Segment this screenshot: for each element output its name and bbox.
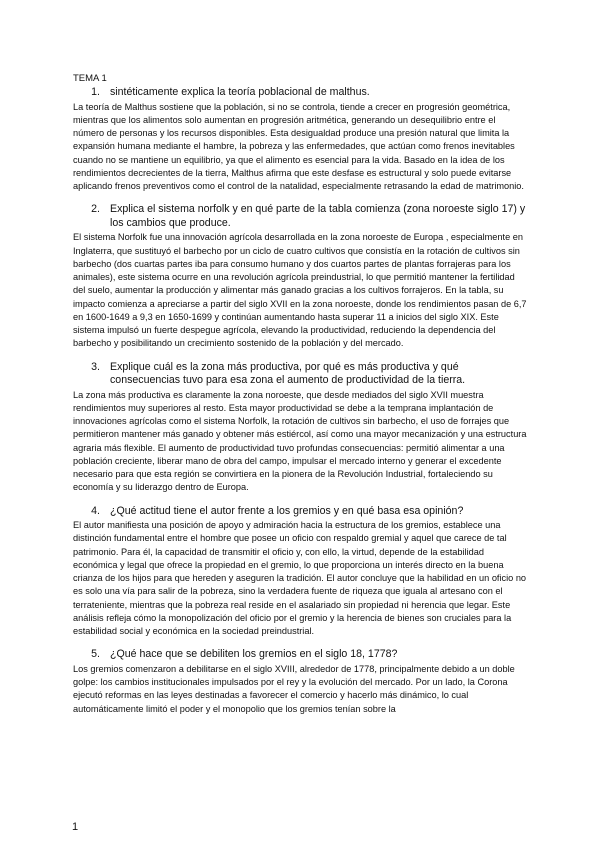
page-number: 1 bbox=[72, 821, 79, 833]
section-2 bbox=[73, 203, 527, 350]
question-heading bbox=[73, 86, 527, 100]
section-4 bbox=[73, 505, 527, 639]
question-text: Explique cuál es la zona más productiva, por qué es más productiva y qué consecuencias tuvo para esa zona el aumento de productividad de la tierra. bbox=[110, 360, 466, 386]
question-number: 3. bbox=[91, 360, 100, 373]
answer-paragraph: El autor manifiesta una posición de apoyo y admiración hacia la estructura de los gremios, establece una distinción fundamental entre el hombre que posee un oficio con respaldo gremial y aquel que carece de tal patrimonio. Para él, la capacidad de transmitir el oficio y, con ello, la virtud, depende de la estabilidad económica y legal que ofrece la propiedad en el gremio, lo que proporciona un interés directo en la buena crianza de los hijos para que hereden y aseguren la tradición. El autor concluye que la habilidad en un oficio no es solo una vía para salir de la pobreza, sino la verdadera fuente de riqueza que iguala al artesano con el terrateniente, mientras que la pobreza real reside en el asalariado sin propiedad ni herencia que legar. Este análisis refleja cómo la monopolización del oficio por el gremio y la herencia de bienes son cruciales para la estabilidad social y económica en la sociedad preindustrial. bbox=[73, 520, 527, 636]
question-text: ¿Qué hace que se debiliten los gremios en el siglo 18, 1778? bbox=[110, 648, 398, 661]
section-3 bbox=[73, 361, 527, 495]
answer-paragraph: La zona más productiva es claramente la zona noroeste, que desde mediados del siglo XVII muestra rendimientos muy superiores al resto. Esta mayor productividad se debe a la temprana implantación de innovaciones agrícolas como el sistema Norfolk, la rotación de cultivos sin barbecho, el uso de forrajes que permitieron mantener más ganado y obtener más estiércol, así como una mayor mecanización y una estructura agraria más flexible. El aumento de productividad tuvo profundas consecuencias: permitió alimentar a una población creciente, liberar mano de obra del campo, impulsar el mercado interno y generar el excedente necesario para que esta región se convirtiera en la pionera de la Revolución Industrial, fortaleciendo su economía y su liderazgo dentro de Europa. bbox=[73, 389, 527, 493]
answer-paragraph: El sistema Norfolk fue una innovación agrícola desarrollada en la zona noroeste de Europa , especialmente en Inglaterra, que sustituyó el barbecho por un ciclo de cuatro cultivos que consistía en la rotación de cultivos sin barbecho (dos cuartas partes iba para consumo humano y dos cuartos partes de plantas forrajeras para los animales), este sistema ocurre en una revolución agrícola preindustrial, lo que permitió mantener la fertilidad del suelo, aumentar la producción y alimentar más ganado gracias a los cultivos forrajeros. En la tabla, su impacto comienza a apreciarse a partir del siglo XVII en la zona noroeste, donde los rendimientos pasan de 6,7 en 1600-1649 a 9,3 en 1650-1699 y continúan aumentando hasta superar 11 a inicios del siglo XIX. Este sistema impulsó un fuerte despegue agrícola, elevando la productividad, reduciendo la dependencia del barbecho y posibilitando un crecimiento sostenido de la población y del mercado. bbox=[73, 232, 527, 349]
document-body bbox=[73, 72, 527, 726]
question-number: 2. bbox=[91, 203, 100, 216]
question-text: Explica el sistema norfolk y en qué parte de la tabla comienza (zona noroeste siglo 17) y los cambios que produce. bbox=[110, 203, 526, 229]
answer-paragraph: Los gremios comenzaron a debilitarse en el siglo XVIII, alrededor de 1778, principalmente debido a un doble golpe: los cambios institucionales impulsados por el rey y la evolución del mercado. Por un lado, la Corona ejecutó reformas en las leyes destinadas a favorecer el comercio y hacerlo más dinámico, lo cual automáticamente limitó el poder y el monopolio que los gremios tenían sobre la bbox=[73, 663, 515, 714]
question-number: 1. bbox=[91, 86, 100, 98]
question-text: sintéticamente explica la teoría poblacional de malthus. bbox=[110, 86, 370, 98]
section-1 bbox=[73, 86, 527, 193]
question-heading bbox=[73, 648, 527, 662]
document-heading: TEMA 1 bbox=[73, 73, 107, 84]
section-5 bbox=[73, 648, 527, 716]
question-heading bbox=[73, 361, 527, 388]
question-number: 5. bbox=[91, 648, 100, 661]
answer-paragraph: La teoría de Malthus sostiene que la población, si no se controla, tiende a crecer en progresión geométrica, mientras que los alimentos solo aumentan en progresión aritmética, generando un desequilibrio entre el número de personas y los recursos disponibles. Esta desigualdad produce una presión natural que limita la expansión humana mediante el hambre, la pobreza y las enfermedades, que actúan como frenos inevitables cuando no se mantiene un equilibrio, ya que el alimento es esencial para la vida. Basado en la idea de los rendimientos decrecientes de la tierra, Malthus afirma que este desfase es estructural y solo puede evitarse aplicando frenos preventivos como el control de la natalidad, especialmente retrasando la edad de matrimonio. bbox=[73, 101, 524, 191]
question-heading bbox=[73, 203, 527, 230]
question-heading bbox=[73, 505, 527, 519]
question-text: ¿Qué actitud tiene el autor frente a los gremios y en qué basa esa opinión? bbox=[110, 504, 464, 517]
question-number: 4. bbox=[91, 504, 100, 517]
